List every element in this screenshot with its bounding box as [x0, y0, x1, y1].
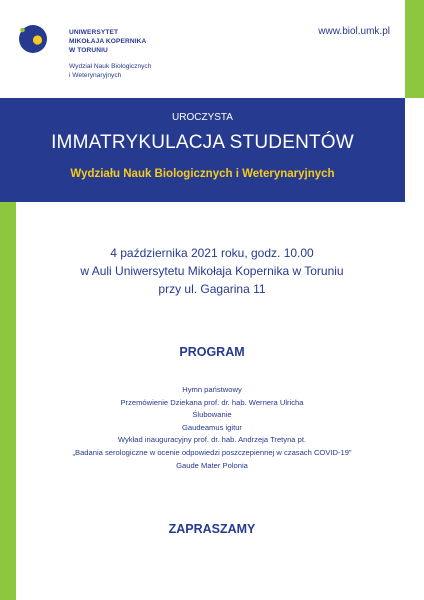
program-item: Hymn państwowy [182, 385, 242, 394]
event-info [0, 244, 424, 298]
green-accent-bar-top [405, 0, 424, 98]
university-name-line: W TORUNIU [69, 47, 108, 54]
program-item: Przemówienie Dziekana prof. dr. hab. Wernera Ulricha [120, 397, 304, 407]
university-name-line: UNIWERSYTET [69, 29, 119, 36]
university-logo-icon [18, 24, 48, 54]
title-banner [0, 98, 405, 202]
program-item: Gaude Mater Polonia [176, 460, 248, 470]
faculty-name-line: Wydział Nauk Biologicznych [69, 63, 152, 70]
program-heading: PROGRAM [179, 345, 245, 359]
banner-line-ceremonial: UROCZYSTA [172, 112, 233, 123]
banner-title: IMMATRYKULACJA STUDENTÓW [51, 132, 354, 153]
event-address: przy ul. Gagarina 11 [158, 282, 266, 296]
website-link[interactable]: www.biol.umk.pl [318, 26, 390, 37]
closing-invitation: ZAPRASZAMY [168, 522, 256, 536]
event-venue: w Auli Uniwersytetu Mikołaja Kopernika w Toruniu [80, 264, 344, 278]
program-item: Wykład inauguracyjny prof. dr. hab. Andrzeja Tretyna pt. [117, 435, 307, 445]
event-date: 4 października 2021 roku, godz. 10.00 [110, 246, 314, 260]
program-item: Gaudeamus igitur [182, 422, 242, 432]
program-list [0, 384, 424, 472]
program-item: Ślubowanie [192, 410, 232, 420]
faculty-name [69, 62, 151, 80]
university-name-line: MIKOŁAJA KOPERNIKA [69, 38, 147, 45]
program-item: „Badania serologiczne w ocenie odpowiedzi poszczepiennej w czasach COVID-19” [72, 447, 352, 457]
faculty-name-line: i Weterynaryjnych [69, 72, 122, 79]
banner-faculty: Wydziału Nauk Biologicznych i Weterynaryjnych [70, 168, 335, 180]
university-name [69, 28, 146, 55]
